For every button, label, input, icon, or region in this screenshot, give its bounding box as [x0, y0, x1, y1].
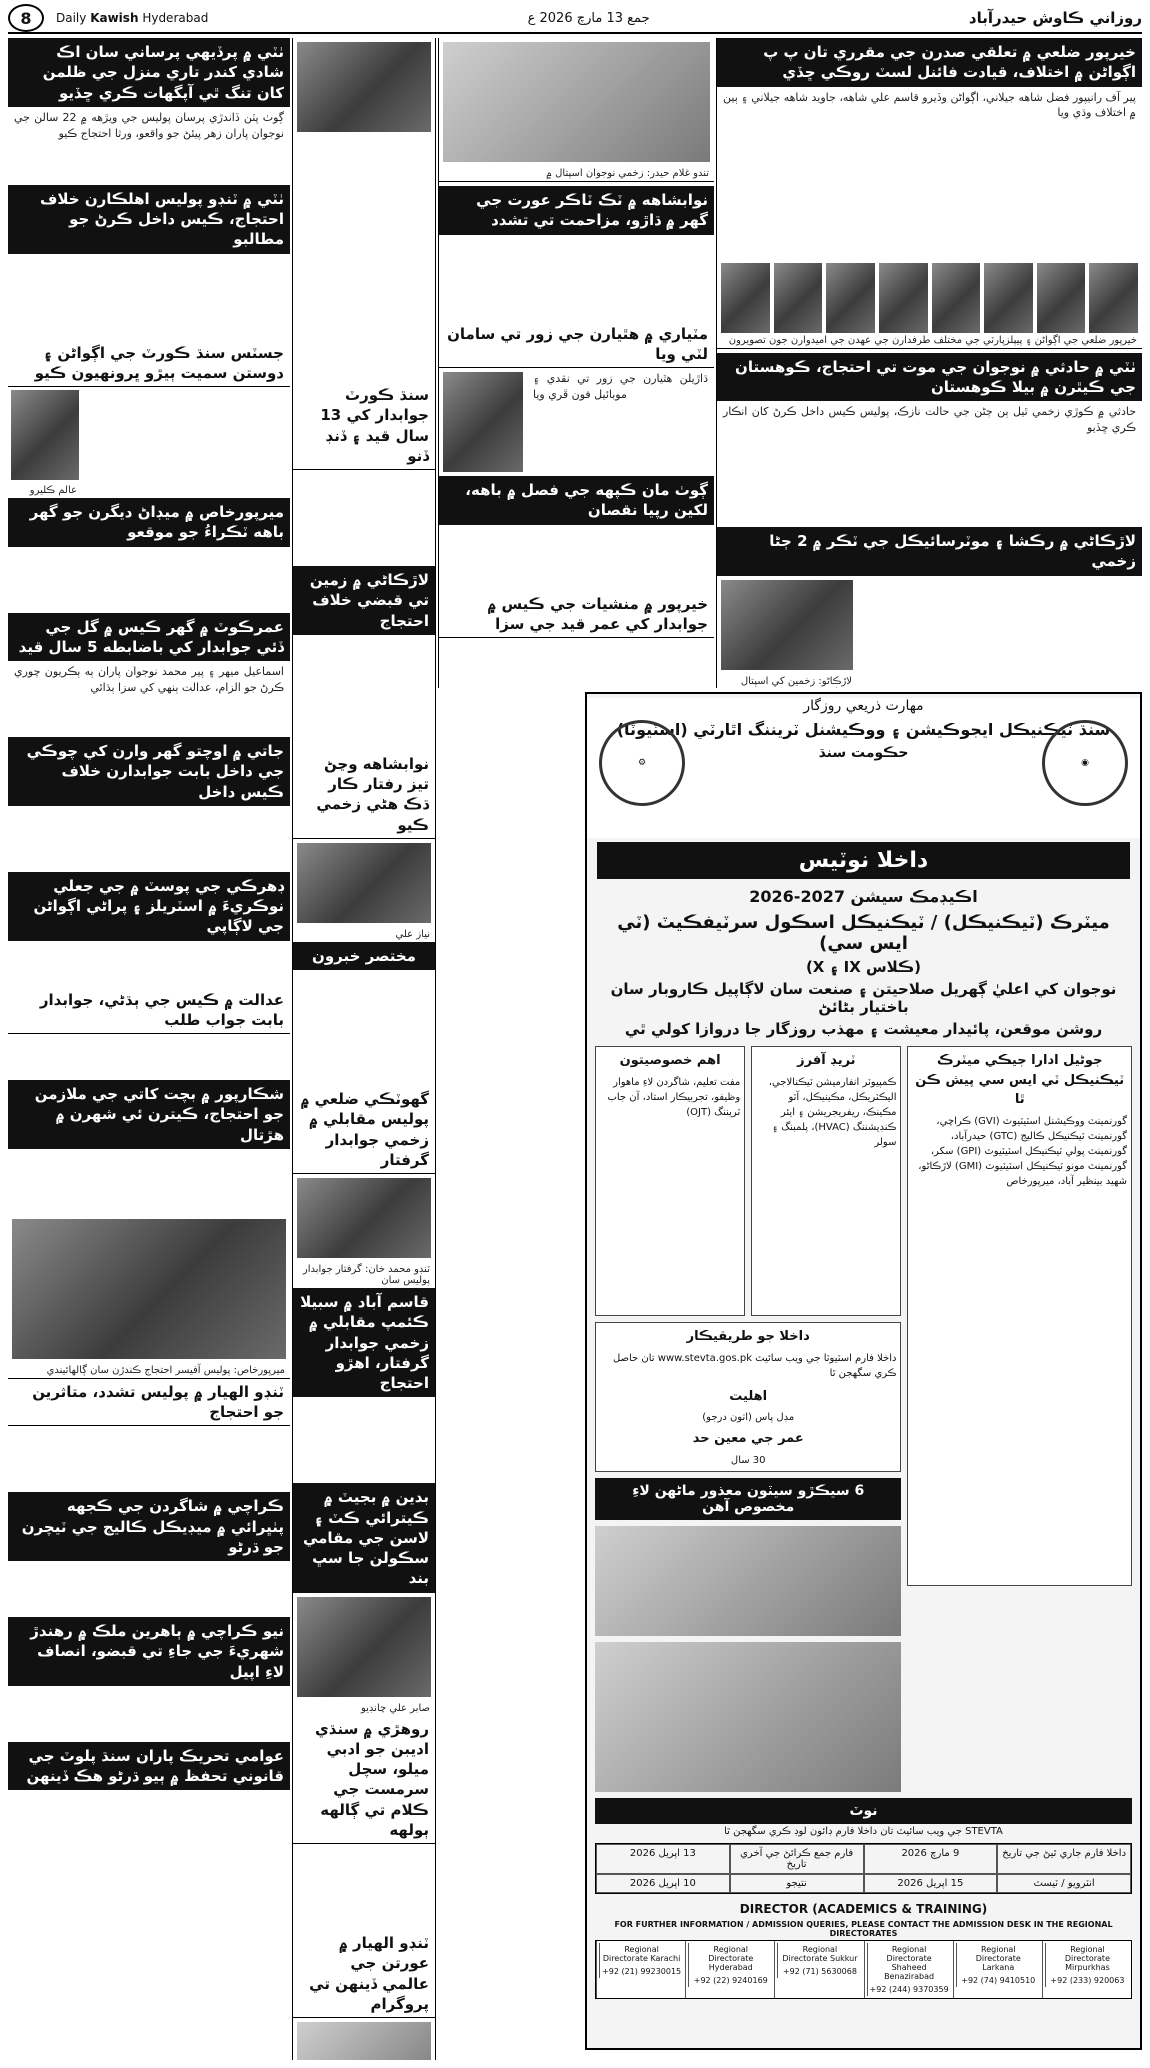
headline: ٺٽي ۾ پرڏيهي پرساني سان اڪ شادي کندر تاري منزل جي ظلمن کان تنگ ٿي آپگهات ڪري ڇڏيو: [8, 38, 290, 107]
portrait-photo: [1037, 263, 1086, 333]
headline: عوامي تحريڪ پاران سنڌ پلوٽ جي قانوني تحفظ ۾ ٻيو ڌرڻو هڪ ڏينهن: [8, 1742, 290, 1791]
note-title: نوٽ: [595, 1798, 1132, 1824]
photo-caption: ميرپورخاص: پوليس آفيسر احتجاج ڪندڙن سان ڳالهائيندي: [8, 1363, 290, 1379]
date-cell: 13 اپريل 2026: [596, 1844, 730, 1874]
sindh-government-seal-icon: ◉: [1042, 720, 1128, 806]
headline: خيرپور ۾ منشيات جي ڪيس ۾ جوابدار کي عمر قيد جي سزا: [439, 591, 714, 639]
portrait-photo: [984, 263, 1033, 333]
ad-subcolumns: [595, 1046, 901, 1316]
headline: بدين ۾ بجيٽ ۾ ڪيترائي ڪٽ ۽ لاسن جي مقامي سڪولن جا سڀ بند: [293, 1483, 435, 1592]
ad-government: حڪومت سنڌ: [818, 745, 909, 761]
article-body: [8, 547, 290, 613]
region-item: [864, 1941, 953, 1998]
region-name: Regional Directorate Larkana: [956, 1943, 1040, 1974]
headline: مٽياري ۾ هٿيارن جي زور تي سامان لٽي ويا: [439, 321, 714, 369]
ad-right-stack: [595, 1046, 901, 1792]
region-item: [774, 1941, 863, 1998]
regional-directorates: [595, 1940, 1132, 1999]
left-column: [8, 38, 290, 2060]
headline: گهوٽڪي ضلعي ۾ پوليس مقابلي ۾ زخمي جوابدار گرفتار: [293, 1086, 435, 1174]
headline: ڊهرڪي جي پوسٽ ۾ جي جعلي نوڪريءَ ۾ اسٽريلز ۽ پراڻي اڳواڻن جي لاڳاپي: [8, 872, 290, 941]
article-body: [293, 1397, 435, 1483]
paper-name-brand: Kawish: [90, 11, 139, 25]
date-cell: فارم جمع ڪرائڻ جي آخري تاريخ: [730, 1844, 864, 1874]
region-item: [1042, 1941, 1131, 1998]
article-body: ڌاڙيلن هٿيارن جي زور تي نقدي ۽ موبائيل فون ڦري ويا: [533, 372, 708, 401]
story-with-photo: [717, 576, 1142, 689]
column-body: داخلا فارم اسٽيوٽا جي ويب سائيٽ www.stevta.gos.pk تان حاصل ڪري سگهجن ٿا: [612, 1352, 897, 1379]
article-body: [8, 254, 290, 340]
article-body: [8, 1149, 290, 1215]
article-body: [8, 1561, 290, 1617]
note-body: STEVTA جي ويب سائيٽ تان داخلا فارم ڊائون لوڊ ڪري سگهجن ٿا: [724, 1826, 1003, 1837]
edition-date: جمع 13 مارچ 2026 ع: [527, 10, 650, 26]
headline: ٺٽي ۾ ٽنڊو پوليس اهلڪارن خلاف احتجاج، ڪيس داخل ڪرڻ جو مطالبو: [8, 185, 290, 254]
article-body: [857, 576, 1142, 689]
column-title: اهم خصوصيتون: [619, 1053, 721, 1068]
headline: خيرپور ضلعي ۾ تعلقي صدرن جي مقرري تان پ پ اڳواڻن ۾ اختلاف، قيادت فائنل لسٽ روڪي ڇڏي: [717, 38, 1142, 87]
article-body: [293, 970, 435, 1086]
region-name: Regional Directorate Shaheed Benazirabad: [867, 1943, 951, 1983]
column-body: گورنمينٽ ووڪيشنل اسٽيٽيوٽ (GVI) ڪراچي، گورنمينٽ ٽيڪنيڪل ڪاليج (GTC) حيدرآباد، گورنمينٽ پولي ٽيڪنيڪل اسٽيٽيوٽ (GPI) سکر، گورنمينٽ مونو ٽيڪنيڪل اسٽيٽيوٽ (GMI) لاڙڪاڻو، شهيد بينظير آباد، ميرپورخاص: [918, 1115, 1127, 1187]
article-body: پير آف رانيپور فضل شاهه جيلاني، اڳواڻن وڏيرو قاسم علي شاهه، جاويد شاهه جيلاني ۽ ٻين ۾ اختلاف وڌي ويا: [723, 90, 1136, 120]
trades-column: [751, 1046, 901, 1316]
article-body: [293, 635, 435, 751]
region-name: Regional Directorate Hyderabad: [688, 1943, 772, 1974]
paper-name-daily: Daily: [56, 11, 87, 25]
portrait-photo: [879, 263, 928, 333]
ad-photo: [595, 1642, 901, 1792]
tagline: روشن موقعن، پائيدار معيشت ۽ مهذب روزگار جا دروازا کولي ٿي: [624, 1020, 1103, 1038]
region-item: [596, 1941, 685, 1998]
headline: سنڌ ڪورٽ جوابدار کي 13 سال قيد ۽ ڏنڊ ڏنو: [293, 382, 435, 470]
column-title: داخلا جو طريقيڪار: [686, 1329, 810, 1344]
masthead-left: [8, 4, 208, 32]
article-body: [82, 387, 290, 498]
news-photo: [721, 580, 853, 670]
region-item: [685, 1941, 774, 1998]
right-column: [716, 38, 1142, 688]
headline: روهڙي ۾ سنڌي اديبن جو ادبي ميلو، سچل سرمست جي ڪلام تي ڳالهه ٻولهه: [293, 1716, 435, 1845]
spacer-block: [293, 42, 435, 382]
portrait-photo: [826, 263, 875, 333]
date-cell: 10 اپريل 2026: [596, 1874, 730, 1893]
disabled-quota-bar: 6 سيڪڙو سيٽون معذور ماڻهن لاءِ مخصوص آهن: [595, 1478, 901, 1520]
center-column: [292, 38, 436, 2060]
photo-caption: نياز علي: [395, 928, 430, 940]
portrait-photo: [1089, 263, 1138, 333]
headline: عدالت ۾ ڪيس جي ٻڌڻي، جوابدار بابت جواب طلب: [8, 987, 290, 1035]
classes: (ڪلاس IX ۽ X): [805, 958, 922, 976]
date-cell: 15 اپريل 2026: [864, 1874, 998, 1893]
portrait-photo: [932, 263, 981, 333]
academic-session: اڪيڊمڪ سيشن 2027-2026: [749, 887, 978, 906]
masthead: [8, 4, 1142, 34]
region-phone: +92 (71) 5630068: [777, 1965, 861, 1978]
article-body: [293, 136, 435, 362]
certificate-name: ميٽرڪ (ٽيڪنيڪل) / ٽيڪنيڪل اسڪول سرٽيفڪيٽ (ٽي ايس سي): [617, 912, 1110, 954]
region-phone: +92 (233) 920063: [1045, 1974, 1129, 1987]
page-number: 8: [8, 4, 44, 32]
news-photo: [297, 2022, 431, 2060]
news-photo: [297, 1178, 431, 1258]
ad-info-columns: [595, 1046, 1132, 1792]
column-body: مفت تعليم، شاگردن لاءِ ماهوار وظيفو، تجربيڪار استاد، آن جاب ٽريننگ (OJT): [607, 1076, 741, 1118]
director-signature: DIRECTOR (ACADEMICS & TRAINING): [739, 1902, 988, 1916]
paper-city: Hyderabad: [142, 11, 209, 25]
article-body: [439, 235, 714, 321]
photo-caption: تندو غلام حيدر: زخمي نوجوان اسپتال ۾: [439, 166, 714, 182]
column-body: ڪمپيوٽر انفارميشن ٽيڪنالاجي، اليڪٽريڪل، مڪينيڪل، آٽو مڪينڪ، ريفريجريشن ۽ ايئر ڪنڊيشننگ (HVAC)، پلمبنگ ۽ سولر: [768, 1076, 897, 1148]
article-body: [293, 470, 435, 566]
ad-photo: [595, 1526, 901, 1636]
headline: ڪراچي ۾ شاگردن جي ڪجهه پٺڀرائي ۾ ميڊيڪل ڪاليج جي ٽيچرن جو ڌرڻو: [8, 1492, 290, 1561]
ad-org-name: سنڌ ٽيڪنيڪل ايجوڪيشن ۽ ووڪيشنل ٽريننگ اٿارٽي (اسٽيوٽا): [616, 720, 1111, 739]
region-name: Regional Directorate Mirpurkhas: [1045, 1943, 1129, 1974]
institutes-column: [907, 1046, 1132, 1586]
headline: نوابشاهه وڃڻ تيز رفتار ڪار ڌڪ هڻي زخمي ڪيو: [293, 751, 435, 839]
region-name: Regional Directorate Sukkur: [777, 1943, 861, 1965]
news-photo: [297, 843, 431, 923]
features-column: [595, 1046, 745, 1316]
photo-caption: لاڙڪاڻو: زخمين کي اسپتال: [740, 675, 852, 687]
headline: ٽنڊو الهيار ۾ عورتن جي عالمي ڏينهن تي پروگرام: [293, 1930, 435, 2018]
column-title: ٽريڊ آفرز: [797, 1053, 856, 1068]
headline: ميرپورخاص ۾ ميڊاڻ ديگرن جو گهر باهه ٽڪراءُ جو موقعو: [8, 498, 290, 547]
article-body: ڳوٺ پٽن ڏاندڙي پرسان پوليس جي ويڙهه ۾ 22 سالن جي نوجوان پاران زهر پيئڻ جو واقعو، ورثا احتجاج ڪيو: [14, 110, 284, 140]
photo-caption: ٽنڊو محمد خان: گرفتار جوابدار پوليس سان: [302, 1264, 430, 1286]
photo-caption: صابر علي چانڊيو: [360, 1702, 430, 1714]
headline: نيو ڪراچي ۾ ٻاهرين ملڪ ۾ رهندڙ شهريءَ جي جاءِ تي قبضو، انصاف لاءِ اپيل: [8, 1617, 290, 1686]
date-cell: 9 مارچ 2026: [864, 1844, 998, 1874]
news-photo: [443, 372, 523, 472]
headline: ٺٽي ۾ حادثي ۾ نوجوان جي موت تي احتجاج، ڪوهستان جي ڪيٿرن ۾ بيلا ڪوهستان: [717, 353, 1142, 402]
region-phone: +92 (21) 99230015: [599, 1965, 683, 1978]
news-photo: [12, 1219, 286, 1359]
apply-procedure: [595, 1322, 901, 1472]
region-item: [953, 1941, 1042, 1998]
photo-caption: خيرپور ضلعي جي اڳواڻن ۽ پيپلزپارٽي جي مختلف طرفدارن جي عهدن جي اميدوارن جون تصويرون: [717, 333, 1142, 349]
date-cell: نتيجو: [730, 1874, 864, 1893]
eligibility-title: اهليت: [729, 1388, 768, 1404]
region-phone: +92 (22) 9240169: [688, 1974, 772, 1987]
age-limit-value: 30 سال: [730, 1454, 766, 1466]
article-body: [8, 1034, 290, 1080]
news-photo: [443, 42, 710, 162]
queries-line: FOR FURTHER INFORMATION / ADMISSION QUERIES, PLEASE CONTACT THE ADMISSION DESK IN THE REGIONAL DIRECTORATES: [614, 1920, 1113, 1938]
middle-column: [438, 38, 714, 688]
date-cell: انٽرويو / ٽيسٽ: [997, 1874, 1131, 1893]
article-body: [8, 941, 290, 987]
ad-header: [587, 698, 1140, 838]
article-body: [293, 1844, 435, 1930]
article-body: [8, 1686, 290, 1742]
portrait-strip: [717, 263, 1142, 333]
story-with-photo: [8, 387, 290, 498]
headline: ڳوٺ مان ڪپهه جي فصل ۾ باهه، لکين رپيا نقصان: [439, 476, 714, 525]
photo-block: [8, 387, 82, 498]
headline: لاڙڪاڻي ۾ زمين تي قبضي خلاف احتجاج: [293, 566, 435, 635]
photo-block: [717, 576, 857, 689]
portrait-photo: [774, 263, 823, 333]
news-photo: [297, 1597, 431, 1697]
photo-caption: عالم ڪليرو: [29, 485, 77, 496]
paper-name-en: [56, 11, 208, 25]
news-photo: [11, 390, 79, 480]
eligibility-body: مڊل پاس (اٺون درجو): [702, 1412, 795, 1423]
region-phone: +92 (244) 9370359: [867, 1983, 951, 1996]
stevta-admission-ad: [585, 692, 1142, 2050]
story-with-photo: [439, 368, 714, 476]
mini-news-label: مختصر خبرون: [293, 942, 435, 970]
news-photo: [297, 42, 431, 132]
ad-top-label: مهارت ذريعي روزگار: [803, 698, 924, 714]
headline: لاڙڪاڻي ۾ رڪشا ۽ موٽرسائيڪل جي ٽڪر ۾ 2 ڄڻا زخمي: [717, 527, 1142, 576]
tagline: نوجوان کي اعليٰ ڳهريل صلاحيتن ۽ صنعت سان لاڳاپيل ڪاروبار سان باختيار بڻائڻ: [610, 980, 1117, 1016]
article-body: [8, 1790, 290, 1836]
headline: نوابشاهه ۾ ٽڪ ٽاڪر عورت جي گهر ۾ ڌاڙو، مزاحمت تي تشدد: [439, 186, 714, 235]
article-body: [8, 1426, 290, 1492]
article-body: اسماعيل ميهر ۽ پير محمد نوجوان پاران ٻه ٻڪريون چوري ڪرڻ جو الزام، عدالت ٻنهي کي سزا ٻڌائي: [14, 665, 284, 694]
headline: شڪارپور ۾ بچت کاتي جي ملازمن جو احتجاج، ڪيترن ئي شهرن ۾ هڙتال: [8, 1080, 290, 1149]
important-dates-table: [595, 1843, 1132, 1894]
region-name: Regional Directorate Karachi: [599, 1943, 683, 1965]
headline: ٽنڊو الهيار ۾ پوليس تشدد، متاثرين جو احتجاج: [8, 1379, 290, 1427]
age-limit-title: عمر جي معين حد: [692, 1431, 804, 1446]
portrait-photo: [721, 263, 770, 333]
article-body: [439, 525, 714, 591]
headline: عمرڪوٽ ۾ گهر ڪيس ۾ گل جي ڏئي جوابدار کي باضابطه 5 سال قيد: [8, 613, 290, 662]
article-body: حادثي ۾ ڪوڙي زخمي ٿيل ٻن ڄڻن جي حالت نازڪ، پوليس ڪيس داخل ڪرڻ کان انڪار ڪري ڇڏيو: [723, 405, 1136, 434]
date-cell: داخلا فارم جاري ٿيڻ جي تاريخ: [997, 1844, 1131, 1874]
headline: قاسم آباد ۾ سبيلا ڪئمپ مقابلي ۾ زخمي جوابدار گرفتار، اهڙو احتجاج: [293, 1288, 435, 1397]
headline: جاتي ۾ اوچتو گهر وارن کي چوڪي جي داخل بابت جوابدارن خلاف ڪيس داخل: [8, 737, 290, 806]
region-phone: +92 (74) 9410510: [956, 1974, 1040, 1987]
stevta-logo-icon: ⚙: [599, 720, 685, 806]
column-title: جوڻيل ادارا جيڪي ميٽرڪ ٽيڪنيڪل ٽي ايس سي پيش ڪن ٿا: [915, 1053, 1125, 1107]
paper-name-sindhi: روزاني ڪاوش حيدرآباد: [968, 9, 1142, 27]
headline: جسٽس سنڌ ڪورٽ جي اڳواڻن ۽ دوستن سميت ٻيڙو ڀرونهيون ڪيو: [8, 340, 290, 388]
admission-notice-title: داخلا نوٽيس: [597, 842, 1130, 879]
article-body: [8, 806, 290, 872]
